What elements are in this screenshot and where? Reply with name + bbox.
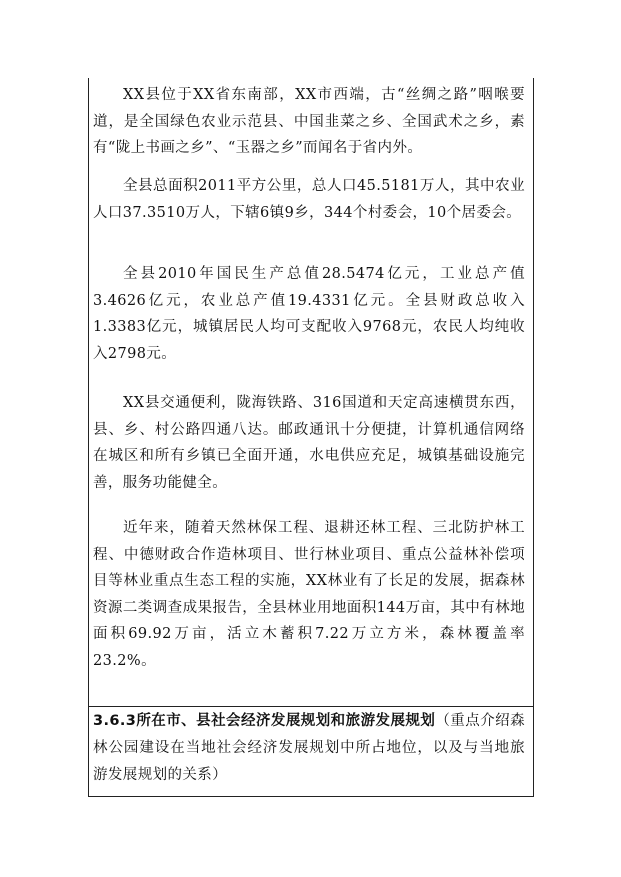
paragraph-transport: XX县交通便利，陇海铁路、316国道和天定高速横贯东西，县、乡、村公路四通八达。邮政通讯十分便捷，计算机通信网络在城区和所有乡镇已全面开通，水电供应充足，城镇基础设施完善，服务功能健全。 xyxy=(93,395,525,491)
section-heading: 3.6.3所在市、县社会经济发展规划和旅游发展规划 xyxy=(93,713,436,729)
paragraph-location: XX县位于XX省东南部，XX市西端，古“丝绸之路”咽喉要道，是全国绿色农业示范县、中国韭菜之乡、全国武术之乡，素有“陇上书画之乡”、“玉器之乡”而闻名于省内外。 xyxy=(93,87,525,156)
paragraph-forestry: 近年来，随着天然林保工程、退耕还林工程、三北防护林工程、中德财政合作造林项目、世行林业项目、重点公益林补偿项目等林业重点生态工程的实施，XX林业有了长足的发展，据森林资源二类调查成果报告，全县林业用地面积144万亩，其中有林地面积69.92万亩，活立木蓄积7.22万立方米，森林覆盖率23.2%。 xyxy=(93,520,525,669)
paragraph-area-population: 全县总面积2011平方公里，总人口45.5181万人，其中农业人口37.3510万人，下辖6镇9乡，344个村委会，10个居委会。 xyxy=(93,178,525,221)
paragraph-economy: 全县2010年国民生产总值28.5474亿元，工业总产值3.4626亿元，农业总产值19.4331亿元。全县财政总收入1.3383亿元，城镇居民人均可支配收入9768元，农民人均纯收入2798元。 xyxy=(93,266,525,362)
table-row-divider xyxy=(88,706,534,707)
section-note: （重点介绍森林公园建设在当地社会经济发展规划中所占地位，以及与当地旅游发展规划的关系） xyxy=(93,713,525,783)
section-3-6-3 xyxy=(93,708,525,789)
